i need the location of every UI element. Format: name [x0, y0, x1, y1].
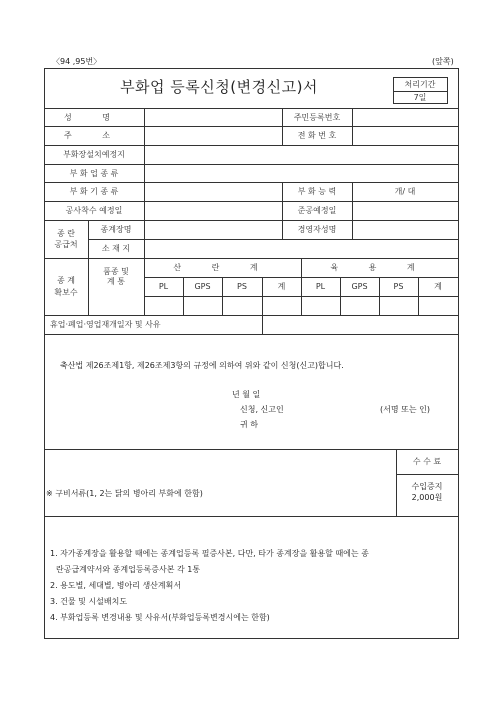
resident-no-label: 주민등록번호	[293, 112, 341, 122]
facility-site-label: 부화장설치예정지	[63, 150, 125, 159]
name-field[interactable]	[144, 108, 282, 126]
hatch-capacity-value[interactable]: 개/ 대	[394, 187, 416, 196]
col-laying-gps: GPS	[194, 282, 211, 291]
processing-period-value: 7일	[413, 92, 427, 102]
completion-date-field[interactable]	[352, 201, 458, 220]
breed-label: 품종 및 계 통	[103, 267, 129, 286]
hatch-capacity-label: 부 화 능 력	[297, 187, 337, 196]
doc-item: 2. 용도별, 세대별, 병아리 생산계획서	[50, 581, 182, 590]
col-laying-ps: PS	[237, 282, 247, 291]
processing-period-label: 처리기간	[404, 79, 436, 89]
required-docs-title: ※ 구비서류(1, 2는 닭의 병아리 부화에 한함)	[46, 489, 203, 498]
col-laying-total: 계	[277, 282, 286, 291]
doc-item: 3. 건물 및 시설배치도	[50, 597, 128, 606]
doc-item: 4. 부화업등록 변경내용 및 사유서(부화업등록변경시에는 한함)	[50, 613, 270, 622]
form-number: 〈94 ,95번〉	[52, 57, 102, 66]
farm-owner-label: 경영자성명	[297, 225, 337, 234]
required-docs-list	[50, 546, 456, 626]
address-label: 주 소	[64, 131, 124, 140]
location-field[interactable]	[144, 239, 458, 258]
resident-no-field[interactable]	[352, 108, 458, 126]
egg-supplier-label: 종 란 공급처	[54, 229, 78, 249]
col-broiler-pl: PL	[315, 282, 326, 291]
declaration-text: 축산법 제26조제1항, 제26조제3항의 규정에 의하여 위와 같이 신청(신고)합니다.	[60, 361, 344, 370]
fee-amount: 2,000원	[411, 493, 443, 502]
laying-hen-header: 산 란 계	[173, 263, 272, 272]
col-broiler-ps: PS	[393, 282, 404, 291]
breeder-count-label: 종 계 확보수	[54, 275, 78, 297]
farm-owner-field[interactable]	[352, 220, 458, 239]
revenue-stamp-label: 수입증지	[411, 482, 443, 491]
business-type-label: 부 화 업 종 류	[69, 168, 119, 178]
closure-label: 휴업·폐업·영업재개일자 및 사유	[50, 320, 161, 329]
phone-field[interactable]	[352, 126, 458, 145]
name-label: 성 명	[64, 112, 124, 122]
date-line: 년 월 일	[232, 390, 261, 399]
form-title: 부화업 등록신청(변경신고)서	[120, 78, 318, 96]
recipient-label: 귀 하	[240, 420, 258, 429]
fee-label: 수 수 료	[412, 457, 442, 466]
completion-date-label: 준공예정일	[297, 206, 337, 215]
facility-site-field[interactable]	[144, 145, 458, 164]
hatcher-type-field[interactable]	[144, 182, 282, 201]
col-broiler-total: 계	[434, 282, 442, 291]
breeder-farm-label: 종계장명	[100, 225, 132, 234]
col-broiler-gps: GPS	[351, 282, 368, 291]
hatcher-type-label: 부 화 기 종 류	[69, 187, 119, 196]
address-field[interactable]	[144, 126, 282, 145]
broiler-header: 육 용 계	[330, 263, 429, 272]
col-laying-pl: PL	[158, 282, 169, 291]
construction-start-field[interactable]	[144, 201, 282, 220]
page-side-label: (앞쪽)	[432, 57, 454, 66]
business-type-field[interactable]	[144, 164, 458, 182]
closure-field[interactable]	[262, 315, 458, 334]
doc-item: 1. 자가종계장을 활용할 때에는 종계업등록 필증사본, 다만, 타가 종계장을 활용할 때에는 종	[50, 549, 369, 558]
phone-label: 전 화 번 호	[297, 131, 337, 140]
applicant-label: 신청, 신고인	[240, 405, 284, 414]
location-label: 소 재 지	[101, 244, 131, 253]
doc-item: 란공급계약서와 종계업등록증사본 각 1통	[56, 565, 201, 574]
signature-label: (서명 또는 인)	[380, 405, 430, 414]
construction-start-label: 공사착수 예정일	[65, 206, 123, 215]
breeder-farm-field[interactable]	[144, 220, 282, 239]
